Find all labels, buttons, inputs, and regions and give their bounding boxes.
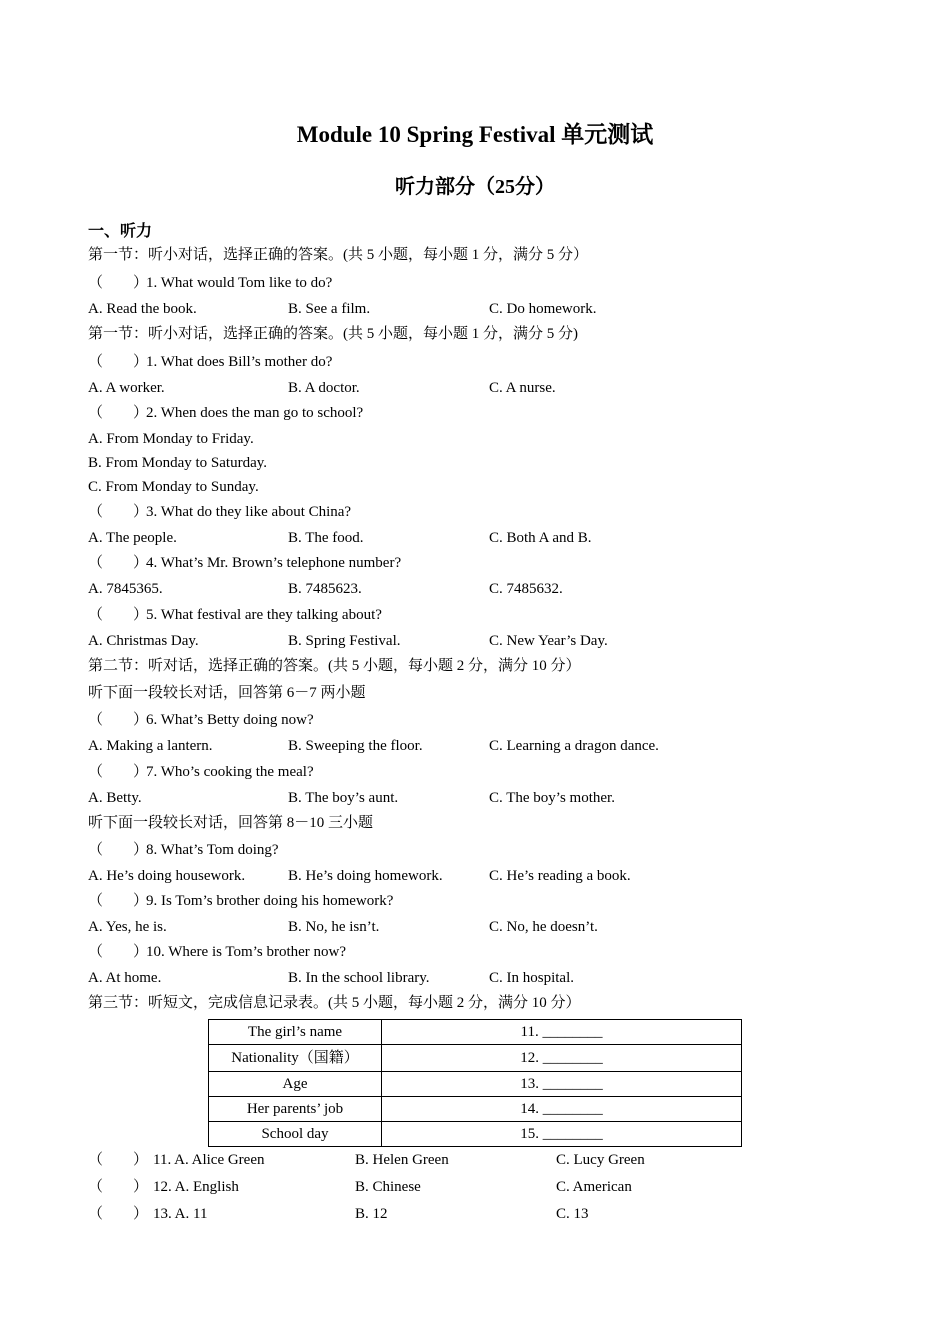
option-c: C. Learning a dragon dance.	[489, 738, 659, 754]
table-row	[209, 1072, 742, 1097]
dialog-6-7-instructions: 听下面一段较长对话，回答第 6－7 两小题	[88, 685, 366, 701]
question-text: 9. Is Tom’s brother doing his homework?	[146, 893, 394, 909]
part1-instructions-repeat: 第一节：听小对话，选择正确的答案。(共 5 小题，每小题 1 分，满分 5 分)	[88, 326, 578, 342]
option-a: A. Making a lantern.	[88, 738, 213, 754]
table-label: Age	[209, 1072, 382, 1097]
answer-blank: （ ）	[88, 842, 149, 858]
question-2	[88, 403, 363, 423]
question-8	[88, 840, 279, 860]
option-a: A. He’s doing housework.	[88, 868, 246, 884]
answer-blank: （ ）	[88, 1152, 149, 1168]
table-blank: 14. ________	[382, 1097, 742, 1122]
answer-blank: （ ）	[88, 504, 149, 520]
answer-blank: （ ）	[88, 764, 149, 780]
option-c: C. Do homework.	[489, 301, 597, 317]
question-5	[88, 605, 382, 625]
part2-instructions: 第二节：听对话，选择正确的答案。(共 5 小题，每小题 2 分，满分 10 分）	[88, 658, 581, 674]
table-blank: 13. ________	[382, 1072, 742, 1097]
answer-blank: （ ）	[88, 555, 149, 571]
question-7	[88, 762, 314, 782]
table-row	[209, 1122, 742, 1147]
option-b: B. Sweeping the floor.	[288, 738, 423, 754]
question-1	[88, 352, 332, 372]
option-c: C. 7485632.	[489, 581, 563, 597]
answer-blank: （ ）	[88, 944, 149, 960]
option-c: C. 13	[556, 1206, 589, 1222]
table-blank: 12. ________	[382, 1045, 742, 1072]
question-3	[88, 502, 351, 522]
answer-blank: （ ）	[88, 405, 149, 421]
table-row	[209, 1045, 742, 1072]
question-text: 2. When does the man go to school?	[146, 405, 364, 421]
option-a: A. Betty.	[88, 790, 142, 806]
option-a: A. The people.	[88, 530, 177, 546]
option-c: C. No, he doesn’t.	[489, 919, 598, 935]
option-a: A. Christmas Day.	[88, 633, 199, 649]
option-b: B. A doctor.	[288, 380, 360, 396]
option-b: B. See a film.	[288, 301, 371, 317]
option-b: B. He’s doing homework.	[288, 868, 443, 884]
table-blank: 11. ________	[382, 1020, 742, 1045]
table-label: Nationality（国籍）	[209, 1045, 382, 1072]
table-label: Her parents’ job	[209, 1097, 382, 1122]
question-9	[88, 891, 393, 911]
answer-blank: （ ）	[88, 1206, 149, 1222]
part1-instructions: 第一节：听小对话，选择正确的答案。(共 5 小题，每小题 1 分，满分 5 分）	[88, 247, 588, 263]
answer-blank: （ ）	[88, 1179, 149, 1195]
option-c: C. Lucy Green	[556, 1152, 645, 1168]
question-text: 8. What’s Tom doing?	[146, 842, 279, 858]
answer-blank: （ ）	[88, 712, 149, 728]
question-text: 1. What does Bill’s mother do?	[146, 354, 333, 370]
answer-blank: （ ）	[88, 893, 149, 909]
option-b: B. Helen Green	[355, 1152, 449, 1168]
option-b: B. 12	[355, 1206, 388, 1222]
page-title: Module 10 Spring Festival 单元测试	[296, 122, 654, 147]
option-b: B. Chinese	[355, 1179, 421, 1195]
option-a: 12. A. English	[153, 1179, 239, 1195]
option-b: B. 7485623.	[288, 581, 362, 597]
question-text: 6. What’s Betty doing now?	[146, 712, 314, 728]
question-text: 3. What do they like about China?	[146, 504, 352, 520]
question-text: 7. Who’s cooking the meal?	[146, 764, 314, 780]
option-c: C. From Monday to Sunday.	[88, 479, 259, 495]
table-blank: 15. ________	[382, 1122, 742, 1147]
option-a: A. From Monday to Friday.	[88, 431, 254, 447]
option-b: B. Spring Festival.	[288, 633, 401, 649]
option-a: A. Yes, he is.	[88, 919, 167, 935]
answer-blank: （ ）	[88, 607, 149, 623]
option-b: B. From Monday to Saturday.	[88, 455, 268, 471]
option-c: C. New Year’s Day.	[489, 633, 608, 649]
question-text: 5. What festival are they talking about?	[146, 607, 382, 623]
table-row	[209, 1020, 742, 1045]
question-text: 10. Where is Tom’s brother now?	[146, 944, 347, 960]
question-text: 4. What’s Mr. Brown’s telephone number?	[146, 555, 402, 571]
option-a: 11. A. Alice Green	[153, 1152, 265, 1168]
option-a: A. Read the book.	[88, 301, 197, 317]
table-row	[209, 1097, 742, 1122]
option-c: C. Both A and B.	[489, 530, 592, 546]
option-c: C. American	[556, 1179, 632, 1195]
page-subtitle: 听力部分（25分）	[395, 176, 555, 198]
section-heading: 一、听力	[88, 223, 153, 240]
option-a: A. 7845365.	[88, 581, 163, 597]
option-b: B. The boy’s aunt.	[288, 790, 399, 806]
question-6	[88, 710, 314, 730]
question-4	[88, 553, 401, 573]
question-10	[88, 942, 346, 962]
option-c: C. A nurse.	[489, 380, 556, 396]
answer-blank: （ ）	[88, 275, 149, 291]
option-a: A. At home.	[88, 970, 162, 986]
option-a: 13. A. 11	[153, 1206, 208, 1222]
example-question	[88, 273, 332, 293]
table-label: School day	[209, 1122, 382, 1147]
option-c: C. The boy’s mother.	[489, 790, 615, 806]
dialog-8-10-instructions: 听下面一段较长对话，回答第 8－10 三小题	[88, 815, 374, 831]
answer-blank: （ ）	[88, 354, 149, 370]
option-b: B. No, he isn’t.	[288, 919, 380, 935]
question-text: 1. What would Tom like to do?	[146, 275, 333, 291]
table-label: The girl’s name	[209, 1020, 382, 1045]
option-c: C. In hospital.	[489, 970, 574, 986]
option-c: C. He’s reading a book.	[489, 868, 631, 884]
option-a: A. A worker.	[88, 380, 165, 396]
option-b: B. In the school library.	[288, 970, 430, 986]
option-b: B. The food.	[288, 530, 364, 546]
part3-instructions: 第三节：听短文，完成信息记录表。(共 5 小题，每小题 2 分，满分 10 分）	[88, 995, 581, 1011]
info-record-table	[208, 1019, 742, 1147]
